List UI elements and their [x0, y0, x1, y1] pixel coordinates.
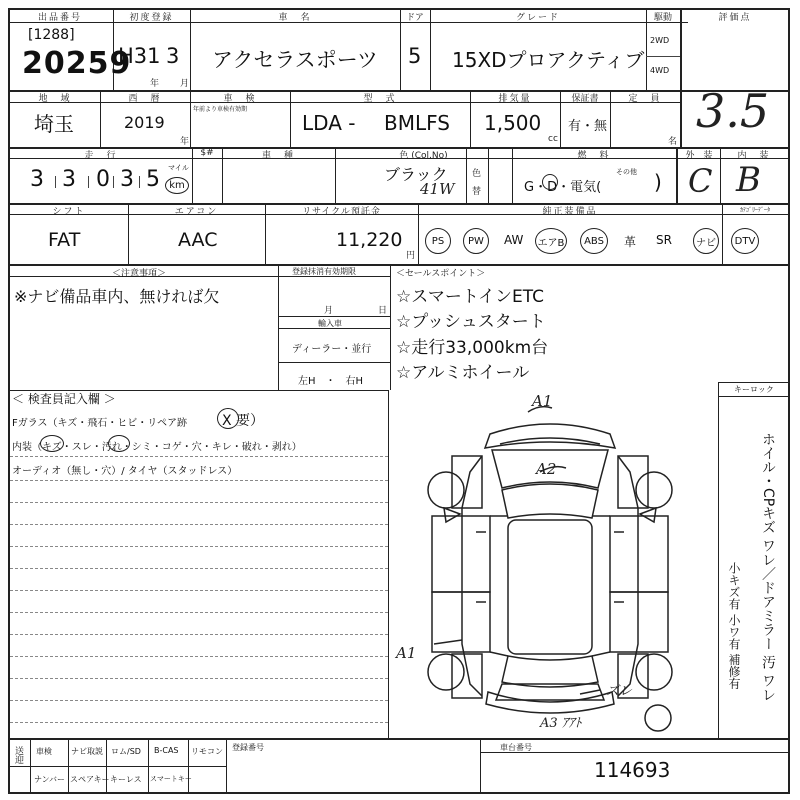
ac: AAC: [178, 229, 218, 251]
footer-check: キーレス: [110, 775, 142, 784]
registration-number-label: 登録番号: [232, 743, 264, 752]
equip-aw: AW: [504, 233, 524, 247]
sales-point: ☆プッシュスタート: [396, 312, 546, 332]
equip-airbag: エアB: [535, 228, 567, 254]
equip-label: 純正装備品: [542, 207, 598, 217]
footer-check: スペアキー: [70, 775, 110, 784]
glass-note: Fガラス（キズ・飛石・ヒビ・リペア跡: [12, 418, 188, 429]
cc-unit: cc: [548, 134, 558, 144]
region: 埼玉: [34, 112, 74, 136]
steering-hand: 左H ・ 右H: [298, 376, 364, 387]
footer-check: 車検: [36, 747, 52, 756]
mileage-digit: 3: [30, 167, 44, 192]
interior-note: 内装（キズ・スレ・汚れ・シミ・コゲ・穴・キレ・破れ・剥れ）: [12, 442, 302, 453]
fuel: G・D・電気(: [524, 180, 602, 195]
equip-navi: ナビ: [693, 228, 719, 254]
km-circle: km: [165, 177, 189, 194]
displacement: 1,500: [484, 111, 542, 135]
color-iro: 色: [472, 169, 482, 179]
inspection-sub: 年前より車検有効期: [193, 106, 248, 113]
recycle-label: リサイクル預託金: [302, 207, 381, 217]
registration-expiry-label: 登録抹消有効期限: [292, 267, 356, 276]
footer-check: ナビ取説: [71, 747, 103, 756]
equip-abs: ABS: [580, 228, 608, 254]
reg-era: H31: [118, 44, 161, 68]
mark-a2-hood: A2: [536, 460, 557, 478]
color-label: 色 (Col.No): [399, 151, 448, 161]
inspector-title: ＜ 検査員記入欄 ＞: [12, 392, 116, 406]
ac-label: エアコン: [174, 207, 219, 217]
drive-2wd: 2WD: [650, 36, 670, 45]
shift-label: シフト: [52, 207, 86, 217]
type-label: 車 種: [261, 151, 295, 161]
glass-x-circle: [217, 408, 239, 429]
sales-point: ☆スマートインETC: [396, 287, 545, 307]
year: 2019: [124, 113, 165, 132]
extra-label: ｶﾃｺﾞﾘｰﾃﾞｰﾀ: [739, 207, 770, 214]
score-label: 評価点: [718, 13, 752, 23]
mileage-digit: 3: [62, 167, 76, 192]
grade-label: グレード: [515, 13, 560, 23]
mile-label: マイル: [168, 164, 189, 172]
warranty-label: 保証書: [571, 94, 599, 104]
import-label: 輸入車: [318, 319, 342, 328]
shift: FAT: [48, 229, 81, 251]
reg-month-unit: 月: [180, 79, 190, 89]
drive-4wd: 4WD: [650, 66, 670, 75]
exterior-label: 外 装: [685, 151, 713, 161]
color-code: 41W: [420, 180, 455, 198]
footer-check: ロム/SD: [111, 747, 141, 756]
sales-point: ☆走行33,000km台: [396, 338, 549, 358]
mileage-digit: 5: [146, 167, 160, 192]
interior-grade: B: [736, 160, 761, 200]
equip-dtv: DTV: [731, 228, 759, 254]
displacement-label: 排気量: [498, 94, 532, 104]
interior-scratch-circle: [40, 435, 64, 452]
lot-sub: [1288]: [28, 27, 75, 43]
mark-a1-left: A1: [396, 644, 417, 662]
side-note: ホイル・CPキズ ワレ／ドアミラー 汚 ワレ: [760, 432, 776, 702]
recycle-yen: 円: [406, 251, 416, 261]
mileage-label: 走 行: [84, 151, 118, 161]
lot-label: 出品番号: [37, 13, 82, 23]
lot-number: 20259: [22, 46, 132, 81]
capacity-unit: 名: [668, 137, 678, 147]
equip-ps: PS: [425, 228, 451, 254]
color: ブラック: [384, 165, 448, 184]
warranty: 有・無: [568, 119, 608, 134]
interior-label: 内 装: [737, 151, 771, 161]
footer-check: スマートキー: [150, 775, 192, 783]
equip-pw: PW: [463, 228, 489, 254]
year-unit: 年: [180, 137, 190, 147]
reg-month: 3: [166, 44, 180, 68]
caution-text: ※ナビ備品車内、無ければ欠: [14, 287, 220, 306]
reg-label: 初度登録: [129, 13, 174, 23]
expiry-month: 月: [324, 306, 334, 316]
doors: 5: [408, 44, 422, 68]
fuel-label: 燃 料: [577, 151, 611, 161]
grade: 15XDプロアクティブ: [452, 48, 645, 72]
model-label: 型 式: [363, 94, 397, 104]
dealer-type: ディーラー・並行: [292, 344, 372, 355]
chassis-number: 114693: [594, 758, 671, 782]
side-note-2: 小キズ有 小ワ有 補修有: [727, 562, 741, 690]
recycle: 11,220: [336, 229, 403, 251]
score-value: 3.5: [696, 84, 770, 138]
model-code: BMLFS: [384, 111, 450, 135]
key-lock-label: キーロック: [734, 385, 774, 394]
model-prefix: LDA -: [302, 111, 356, 135]
footer-side-label: 送迎: [13, 746, 23, 764]
name-label: 車 名: [278, 13, 312, 23]
region-label: 地 域: [38, 94, 72, 104]
footer-check: B-CAS: [154, 746, 179, 755]
glass-note-end: X 要）: [222, 413, 265, 429]
sales-point: ☆アルミホイール: [396, 363, 530, 383]
fuel-other: その他: [616, 168, 637, 176]
year-label: 西 暦: [128, 94, 162, 104]
exterior-grade: C: [688, 162, 713, 200]
equip-leather: 革: [624, 235, 637, 249]
fuel-d-circle: [542, 174, 558, 190]
mark-a3-rear: A3 ｱｱﾄ: [540, 716, 582, 731]
reg-year-unit: 年: [150, 79, 160, 89]
color-gae: 替: [472, 187, 482, 197]
equip-sr: SR: [656, 233, 672, 247]
footer-check: リモコン: [191, 747, 223, 756]
sales-point-label: ＜セールスポイント＞: [396, 269, 486, 279]
footer-check: ナンバー: [34, 775, 66, 784]
fuel-close: ): [654, 170, 662, 194]
door-label: ドア: [406, 13, 424, 23]
mark-a1-front: A1: [532, 392, 553, 410]
audio-note: オーディオ（無し・穴）/ タイヤ（スタッドレス）: [12, 466, 238, 477]
car-damage-diagram: [390, 392, 716, 736]
drive-label: 駆動: [653, 13, 672, 23]
capacity-label: 定 員: [628, 94, 662, 104]
interior-dirt-circle: [108, 435, 130, 452]
mileage-digit: 3: [120, 167, 134, 192]
caution-label: ＜注意事項＞: [112, 269, 167, 279]
chassis-number-label: 車台番号: [500, 743, 532, 752]
expiry-day: 日: [378, 306, 388, 316]
car-name: アクセラスポーツ: [212, 48, 378, 72]
mark-zure: ズレ: [606, 684, 633, 699]
sharp-label: $#: [200, 148, 214, 158]
mileage-digit: 0: [96, 167, 110, 192]
inspection-label: 車 検: [223, 94, 257, 104]
